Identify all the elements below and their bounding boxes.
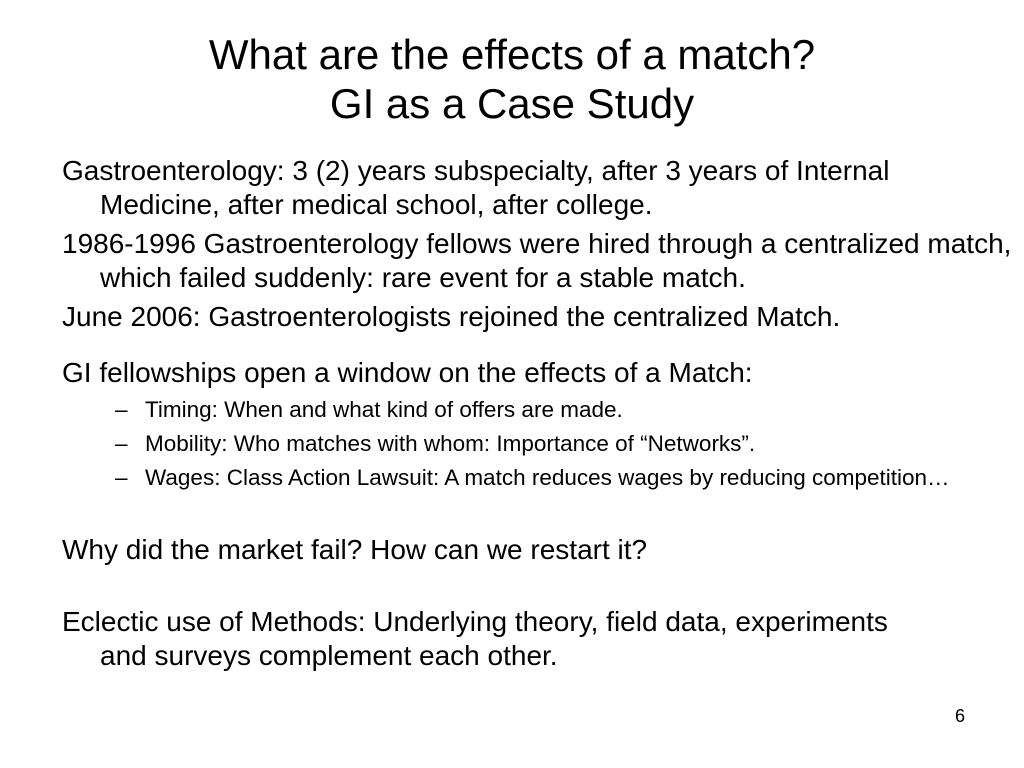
sub-bullet-text: Mobility: Who matches with whom: Importance of “Networks”.: [145, 431, 756, 456]
bullet-methods: Eclectic use of Methods: Underlying theory, field data, experiments and surveys complement each other.: [62, 606, 888, 671]
slide-title: [0, 30, 1024, 128]
title-line-2: GI as a Case Study: [329, 80, 695, 127]
bullet-rejoined: June 2006: Gastroenterologists rejoined the centralized Match.: [62, 301, 841, 332]
bullet-question: Why did the market fail? How can we restart it?: [62, 534, 648, 565]
title-line-1: What are the effects of a match?: [208, 31, 816, 78]
bullet-window: GI fellowships open a window on the effects of a Match:: [62, 357, 753, 388]
page-number: 6: [954, 706, 965, 726]
sub-bullet-text: Wages: Class Action Lawsuit: A match reduces wages by reducing competition…: [145, 465, 950, 490]
dash-marker: –: [115, 431, 128, 456]
sub-bullet-text: Timing: When and what kind of offers are made.: [145, 397, 623, 422]
bullet-gastro-training: Gastroenterology: 3 (2) years subspecialty, after 3 years of Internal Medicine, after medical school, after college.: [62, 155, 890, 220]
sub-bullet-timing: [62, 396, 1012, 423]
slide-body: [62, 154, 1012, 673]
bullet-match-history: 1986-1996 Gastroenterology fellows were hired through a centralized match, which failed suddenly: rare event for a stable match.: [62, 228, 1012, 293]
sub-bullet-mobility: [62, 430, 1012, 457]
dash-marker: –: [115, 397, 128, 422]
dash-marker: –: [115, 465, 128, 490]
sub-bullet-wages: [62, 464, 1012, 491]
